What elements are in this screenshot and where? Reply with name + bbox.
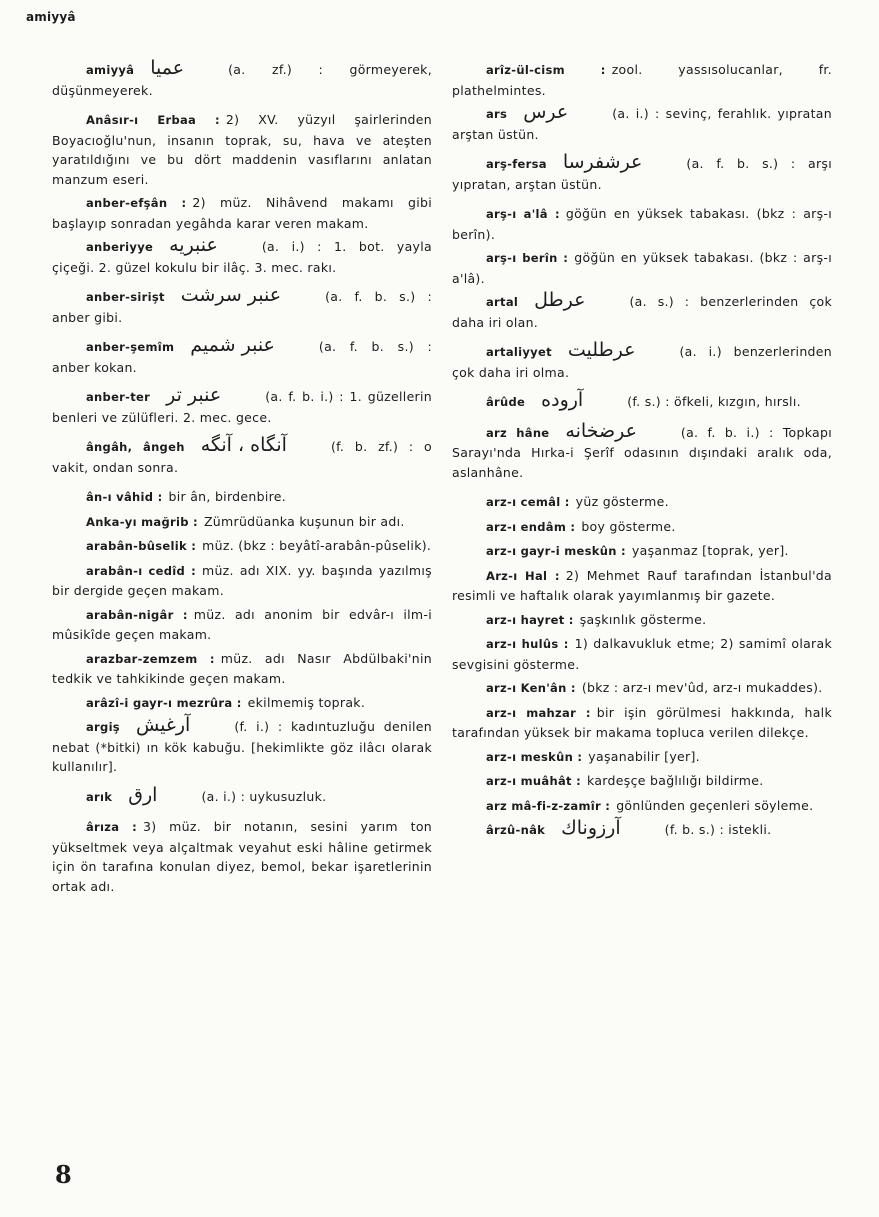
dictionary-entry [452,610,832,631]
dictionary-entry [52,714,432,777]
entry-arabic-script: عرطل [534,289,586,311]
entry-definition: göğün en yüksek tabakası. (bkz : arş-ı berîn). [452,206,832,242]
entry-headword: ârıza : [86,820,137,834]
entry-definition: zool. yassısolucanlar, fr. plathelmintes. [452,62,832,98]
entry-definition: (a. f. b. i.) : Topkapı Sarayı'nda Hırka-i Şerîf odasının dışındaki aralık oda, aslanhâne. [452,424,832,480]
entry-arabic-script: آرزوناك [561,817,621,839]
entry-arabic-script: عميا [150,57,185,79]
entry-definition: gönlünden geçenleri söyleme. [616,797,814,813]
entry-headword: arş-fersa [486,157,547,171]
running-head: amiyyâ [26,10,76,24]
entry-headword: ângâh, ângeh [86,440,185,454]
dictionary-entry [52,384,432,427]
entry-arabic-script: ارق [128,783,158,806]
entry-definition: müz. adı anonim bir edvâr-ı ilm-i mûsikîde geçen makam. [52,606,432,642]
entry-definition: 3) müz. bir notanın, sesini yarım ton yükseltmek veya alçaltmak veyahut eski hâline getirmek için ön tarafına konulan diyez, bemol, bekar işaretlerinin ortak adı. [52,819,433,894]
entry-definition: yaşanabilir [yer]. [588,748,700,764]
entry-headword: arz-ı hayret : [486,612,574,627]
entry-definition: (a. i.) : 1. bot. yayla çiçeği. 2. güzel kokulu bir ilâç. 3. mec. rakı. [52,239,432,275]
dictionary-entry [452,419,832,483]
entry-definition: (f. i.) : kadıntuzluğu denilen nebat (*bitki) ın kök kabuğu. [hekimlikte göz ilâcı olarak kullanılır]. [52,719,432,774]
page-number: 8 [55,1160,72,1189]
dictionary-entry [452,517,832,538]
dictionary-entry [452,339,832,382]
entry-arabic-script: عنبر تر [166,384,222,406]
entry-headword: arâzî-i gayr-ı mezrûra : [86,695,242,710]
entry-definition: (a. zf.) : görmeyerek, düşünmeyerek. [52,62,432,98]
entry-headword: arabân-bûselik : [86,539,197,553]
entry-definition: yüz gösterme. [575,494,669,509]
dictionary-entry [52,605,432,645]
dictionary-entry [452,289,832,332]
entry-headword: argiş [86,720,120,734]
entry-headword: ân-ı vâhid : [86,490,163,504]
entry-headword: arz-ı meskûn : [486,749,583,764]
entry-headword: arazbar-zemzem : [86,651,215,666]
entry-definition: (f. b. zf.) : o vakit, ondan sonra. [52,439,433,475]
dictionary-entry [452,101,832,144]
entry-headword: arz-ı mahzar : [486,705,591,720]
dictionary-entry [452,678,832,699]
dictionary-entry [452,634,832,674]
entry-definition: Zümrüdüanka kuşunun bir adı. [203,513,405,529]
dictionary-entry [52,693,432,714]
entry-headword: anber-ter [86,390,151,404]
entry-headword: arz-ı Ken'ân : [486,681,576,695]
dictionary-entry [452,541,832,562]
dictionary-entry [52,783,432,808]
dictionary-entry [52,284,432,327]
entry-headword: arabân-nigâr : [86,607,188,622]
entry-definition: müz. adı Nasır Abdülbaki'nin tedkik ve tahkikinde geçen makam. [52,650,432,686]
entry-headword: Anka-yı mağrib : [86,514,198,529]
entry-headword: arık [86,789,113,804]
entry-definition: (bkz : arz-ı mev'ûd, arz-ı mukaddes). [581,680,823,695]
dictionary-entry [52,561,432,601]
entry-arabic-script: آروده [541,389,584,411]
dictionary-entry [452,796,832,817]
entry-headword: anber-şemîm [86,340,175,354]
entry-definition: (a. i.) benzerlerinden çok daha iri olma. [452,344,832,380]
entry-arabic-script: عرضخانه [565,419,637,442]
dictionary-entry [52,193,432,233]
entry-arabic-script: عنبر سرشت [180,284,282,306]
dictionary-entry [52,334,432,377]
entry-definition: müz. (bkz : beyâtî-arabân-pûselik). [202,538,432,553]
entry-definition: yaşanmaz [toprak, yer]. [631,543,789,558]
entry-headword: arz hâne [486,425,550,440]
dictionary-entry [452,60,832,100]
dictionary-entry [452,389,832,413]
entry-definition: (a. f. b. i.) : 1. güzellerin benleri ve zülüfleri. 2. mec. gece. [52,389,432,425]
entry-headword: ârûde [486,395,526,409]
entry-arabic-script: عرس [523,101,569,123]
entry-definition: ekilmemiş toprak. [247,694,366,710]
entry-definition: (a. f. b. s.) : arşı yıpratan, arştan üstün. [452,156,832,192]
entry-headword: arîz-ül-cism : [486,63,606,77]
dictionary-entry [52,110,432,189]
entry-definition: kardeşçe bağlılığı bildirme. [587,773,764,788]
entry-definition: 2) müz. Nihâvend makamı gibi başlayıp sonradan yegâhda karar veren makam. [52,195,432,231]
entry-headword: anber-sirişt [86,290,165,304]
entry-definition: göğün en yüksek tabakası. (bkz : arş-ı a'lâ). [452,250,832,286]
entry-definition: bir işin görülmesi hakkında, halk tarafından yüksek bir makama topluca verilen dilekçe. [452,704,832,740]
entry-arabic-script: آرغيش [135,714,191,736]
dictionary-entry [52,536,432,557]
entry-headword: arş-ı berîn : [486,251,569,265]
entry-headword: artaliyyet [486,345,552,359]
dictionary-entry [452,204,832,244]
entry-definition: şaşkınlık gösterme. [579,611,707,627]
entry-headword: arz-ı muâhât : [486,774,582,788]
dictionary-entry [452,151,832,194]
entry-arabic-script: عنبر شميم [190,334,275,356]
dictionary-entry [452,771,832,792]
entry-definition: (a. i.) : sevinç, ferahlık. yıpratan arştan üstün. [452,106,832,142]
entry-headword: arz-ı cemâl : [486,495,570,509]
entry-headword: arz-ı endâm : [486,519,576,534]
dictionary-entry [52,57,432,100]
dictionary-entry [452,817,832,841]
entry-definition: (a. s.) : benzerlerinden çok daha iri olan. [452,294,832,330]
entry-definition: (f. b. s.) : istekli. [664,822,772,837]
entry-headword: arz mâ-fi-z-zamîr : [486,798,611,813]
entry-definition: (a. i.) : uykusuzluk. [201,788,327,804]
dictionary-entry [452,566,832,606]
left-column [52,57,433,900]
entry-definition: 2) XV. yüzyıl şairlerinden Boyacıoğlu'nun, insanın toprak, su, hava ve ateşten yaratıldığını ve bu dört maddenin vasıflarını anlatan manzum eseri. [52,112,432,187]
entry-definition: 2) Mehmet Rauf tarafından İstanbul'da resimli ve haftalık olarak yayımlanmış bir gazete. [452,567,832,603]
entry-arabic-script: عرشفرسا [562,151,643,173]
dictionary-entry [452,703,832,743]
entry-definition: bir ân, birdenbire. [168,489,287,504]
entry-headword: ars [486,107,508,121]
dictionary-entry [52,487,432,508]
dictionary-entry [452,248,832,288]
entry-headword: ârzû-nâk [486,823,546,837]
entry-headword: artal [486,295,519,309]
dictionary-entry [52,234,432,277]
right-column [452,60,832,851]
entry-headword: anberiyye [86,240,154,254]
entry-definition: 1) dalkavukluk etme; 2) samimî olarak sevgisini gösterme. [452,636,832,672]
entry-headword: arz-ı gayr-i meskûn : [486,544,626,558]
entry-headword: arş-ı a'lâ : [486,207,560,221]
entry-definition: (a. f. b. s.) : anber kokan. [52,339,432,375]
entry-headword: arz-ı hulûs : [486,637,569,651]
entry-headword: Anâsır-ı Erbaa : [86,113,220,127]
dictionary-entry [52,434,433,477]
entry-definition: müz. adı XIX. yy. başında yazılmış bir dergide geçen makam. [52,562,432,598]
entry-definition: (a. f. b. s.) : anber gibi. [52,289,432,325]
entry-arabic-script: آنگاه ، آنگه [200,434,287,456]
dictionary-entry [52,512,432,533]
dictionary-entry [52,649,432,689]
entry-headword: amiyyâ [86,63,135,77]
entry-headword: arabân-ı cedîd : [86,563,196,578]
entry-headword: Arz-ı Hal : [486,568,560,583]
dictionary-entry [452,747,832,768]
dictionary-entry [52,817,432,896]
entry-arabic-script: عنبريه [169,234,218,256]
entry-arabic-script: عرطليت [567,339,636,361]
entry-definition: boy gösterme. [581,518,676,534]
entry-definition: (f. s.) : öfkeli, kızgın, hırslı. [627,394,801,409]
entry-headword: anber-efşân : [86,196,187,210]
dictionary-entry [452,492,832,513]
